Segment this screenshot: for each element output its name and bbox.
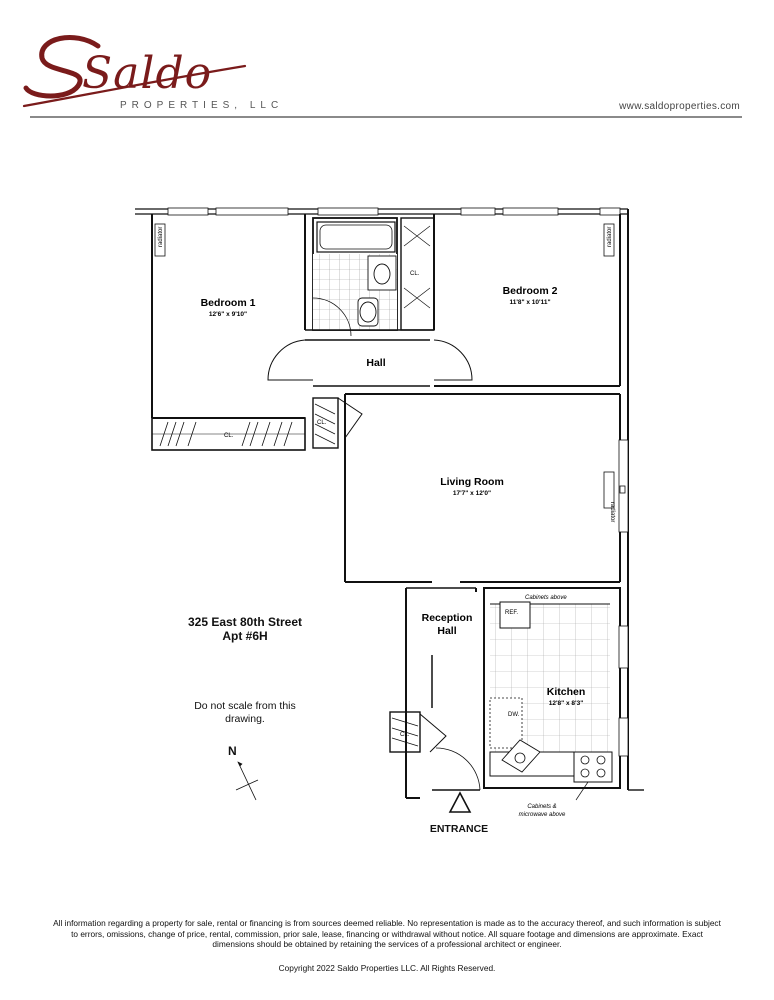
closet-label-bedroom1: CL.: [224, 433, 234, 439]
bedroom1-name: Bedroom 1: [200, 297, 256, 309]
cabinets-microwave-label: Cabinets & microwave above: [518, 804, 566, 818]
closet-label-hall: CL.: [317, 420, 327, 426]
compass-north-label: N: [228, 744, 237, 758]
address-block: [160, 615, 330, 643]
cabinets-above-label: Cabinets above: [525, 595, 567, 601]
bedroom1-dims: 12'6" x 9'10": [208, 311, 248, 318]
disclaimer-text: All information regarding a property for sale, rental or financing is from sources deemed reliable. No representation is made as to the accuracy thereof, and such information is subject to errors, omissions, change of price, rental, commission, prior sale, lease, financing or withdrawal without notice. All square footage and dimensions are approximate. Exact dimensions should be obtained by retaining the services of a professional architect or engineer.: [53, 918, 721, 949]
kitchen-dims: 12'8" x 8'3": [548, 700, 584, 707]
hall-name: Hall: [366, 357, 386, 369]
copyright-text: Copyright 2022 Saldo Properties LLC. All Rights Reserved.: [278, 963, 496, 973]
scale-note: Do not scale from this drawing.: [194, 700, 296, 725]
entrance-label: ENTRANCE: [429, 823, 489, 835]
closet-label-reception: CL.: [400, 732, 410, 738]
radiator-label-bedroom2: radiator: [607, 226, 613, 247]
living-name: Living Room: [440, 476, 504, 488]
website-link[interactable]: www.saldoproperties.com: [619, 101, 740, 112]
kitchen-name: Kitchen: [546, 686, 586, 698]
bedroom2-dims: 11'8" x 10'11": [509, 299, 551, 306]
bedroom2-name: Bedroom 2: [502, 285, 558, 297]
dishwasher-label: DW.: [508, 712, 520, 718]
closet-label-bath: CL.: [410, 271, 420, 277]
logo-text: Saldo: [82, 48, 213, 99]
logo-subtext: PROPERTIES, LLC: [120, 100, 284, 111]
fridge-label: REF.: [505, 610, 519, 616]
reception-name: Reception Hall: [421, 612, 473, 637]
living-dims: 17'7" x 12'0": [452, 490, 492, 497]
radiator-label-bedroom1: radiator: [158, 226, 164, 247]
address-line2: Apt #6H: [222, 629, 268, 643]
address-line1: 325 East 80th Street: [187, 615, 303, 629]
radiator-label-living: radiator: [609, 502, 615, 523]
